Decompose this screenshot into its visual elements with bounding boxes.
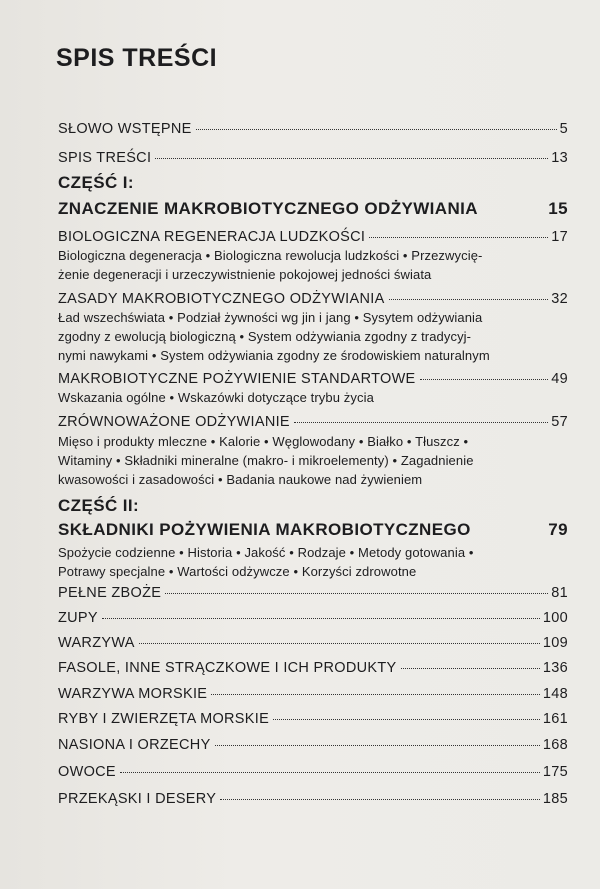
leader-dots (196, 129, 557, 130)
toc-page-number: 136 (542, 660, 568, 676)
toc-entry-label: ZUPY (58, 610, 98, 626)
toc-entry-contents (58, 150, 568, 166)
leader-dots (211, 694, 540, 695)
toc-entry-label: WARZYWA (58, 635, 135, 651)
topics-line: Biologiczna degeneracja • Biologiczna rewolucja ludzkości • Przezwycię- (58, 248, 483, 263)
part1-title: ZNACZENIE MAKROBIOTYCZNEGO ODŻYWIANIA (58, 199, 478, 218)
toc-entry-label: PEŁNE ZBOŻE (58, 585, 162, 601)
leader-dots (369, 237, 548, 238)
toc-entry-chapter (58, 660, 568, 676)
toc-entry-chapter (58, 371, 568, 387)
toc-page-number: 13 (551, 150, 568, 166)
part1-heading: CZĘŚĆ I: (58, 173, 134, 192)
toc-entry-label: FASOLE, INNE STRĄCZKOWE I ICH PRODUKTY (58, 660, 397, 676)
leader-dots (102, 618, 540, 619)
topics-line: Wskazania ogólne • Wskazówki dotyczące trybu życia (58, 390, 374, 405)
toc-entry-label: RYBY I ZWIERZĘTA MORSKIE (58, 711, 270, 727)
part2-title-row (58, 520, 568, 540)
toc-page-number: 109 (542, 635, 568, 651)
toc-entry-label: SŁOWO WSTĘPNE (58, 121, 192, 137)
leader-dots (294, 422, 548, 423)
toc-entry-label: BIOLOGICZNA REGENERACJA LUDZKOŚCI (58, 229, 366, 245)
toc-entry-chapter (58, 737, 568, 753)
toc-entry-chapter (58, 711, 568, 727)
toc-entry-label: ZRÓWNOWAŻONE ODŻYWIANIE (58, 414, 290, 430)
toc-page-number: 148 (542, 686, 568, 702)
toc-entry-chapter (58, 291, 568, 307)
part2-page-number: 79 (548, 520, 568, 539)
toc-page-number: 161 (542, 711, 568, 727)
topics-line: Mięso i produkty mleczne • Kalorie • Węglowodany • Białko • Tłuszcz • (58, 434, 469, 449)
toc-page-number: 81 (551, 585, 568, 601)
toc-page-number: 32 (551, 291, 568, 307)
toc-entry-chapter (58, 791, 568, 807)
leader-dots (155, 158, 548, 159)
part1-title-row (58, 199, 568, 219)
toc-entry-label: OWOCE (58, 764, 116, 780)
topics-line: żenie degeneracji i urzeczywistnienie pokojowej jedności świata (58, 267, 432, 282)
chapter-topics (58, 432, 570, 489)
leader-dots (273, 719, 540, 720)
topics-line: Spożycie codzienne • Historia • Jakość • Rodzaje • Metody gotowania • (58, 545, 474, 560)
leader-dots (165, 593, 548, 594)
topics-line: Ład wszechświata • Podział żywności wg jin i jang • Sysytem odżywiania (58, 310, 483, 325)
toc-entry-chapter (58, 610, 568, 626)
topics-line: Potrawy specjalne • Wartości odżywcze • Korzyści zdrowotne (58, 564, 417, 579)
chapter-topics (58, 388, 570, 407)
toc-entry-chapter (58, 229, 568, 245)
toc-entry-label: ZASADY MAKROBIOTYCZNEGO ODŻYWIANIA (58, 291, 385, 307)
toc-page-number: 5 (559, 121, 568, 137)
leader-dots (120, 772, 540, 773)
topics-line: zgodny z ewolucją biologiczną • System odżywiania zgodny z tradycyj- (58, 329, 472, 344)
chapter-topics (58, 308, 570, 365)
toc-entry-chapter (58, 686, 568, 702)
toc-entry-chapter (58, 414, 568, 430)
leader-dots (139, 643, 540, 644)
chapter-topics (58, 246, 570, 284)
part1-page-number: 15 (548, 199, 568, 218)
leader-dots (220, 799, 540, 800)
toc-page-number: 168 (542, 737, 568, 753)
toc-page-number: 100 (542, 610, 568, 626)
toc-entry-chapter (58, 585, 568, 601)
leader-dots (215, 745, 540, 746)
toc-entry-label: PRZEKĄSKI I DESERY (58, 791, 217, 807)
leader-dots (401, 668, 540, 669)
toc-page-number: 175 (542, 764, 568, 780)
leader-dots (420, 379, 549, 380)
toc-entry-label: WARZYWA MORSKIE (58, 686, 208, 702)
topics-line: kwasowości i zasadowości • Badania naukowe nad żywieniem (58, 472, 423, 487)
topics-line: Witaminy • Składniki mineralne (makro- i mikroelementy) • Zagadnienie (58, 453, 474, 468)
part2-heading: CZĘŚĆ II: (58, 496, 140, 515)
leader-dots (389, 299, 549, 300)
toc-entry-label: NASIONA I ORZECHY (58, 737, 211, 753)
toc-page-number: 185 (542, 791, 568, 807)
toc-page-number: 49 (551, 371, 568, 387)
toc-entry-foreword (58, 121, 568, 137)
toc-entry-chapter (58, 764, 568, 780)
toc-entry-label: MAKROBIOTYCZNE POŻYWIENIE STANDARTOWE (58, 371, 416, 387)
toc-page-number: 17 (551, 229, 568, 245)
toc-entry-label: SPIS TREŚCI (58, 150, 152, 166)
part2-title: SKŁADNIKI POŻYWIENIA MAKROBIOTYCZNEGO (58, 520, 471, 539)
page-title: SPIS TREŚCI (56, 44, 218, 72)
toc-page-number: 57 (551, 414, 568, 430)
part2-topics (58, 543, 570, 581)
toc-entry-chapter (58, 635, 568, 651)
topics-line: nymi nawykami • System odżywiania zgodny ze środowiskiem naturalnym (58, 348, 490, 363)
